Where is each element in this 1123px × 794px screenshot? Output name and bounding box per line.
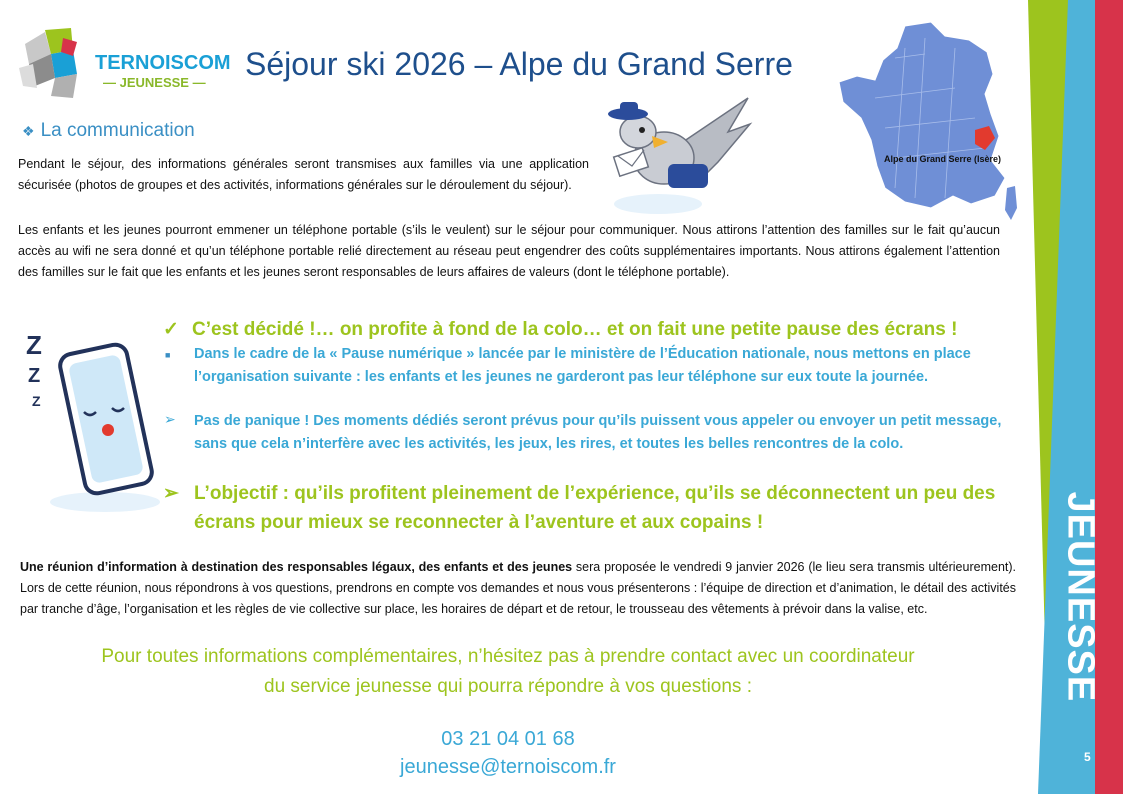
messenger-bird-illustration — [598, 92, 758, 220]
svg-text:Z: Z — [32, 393, 41, 409]
ternoiscom-logo — [15, 24, 235, 106]
meeting-paragraph — [20, 557, 1016, 620]
meeting-details: sera proposée le vendredi 9 janvier 2026 (le lieu sera transmis ultérieurement). Lors de cette réunion, nous répondrons à vos questions, prendrons en compte vos demandes et nous vous présenterons : l’équipe de direction et d’animation, le détail des activités par tranche d’âge, l’organisation et les règles de vie collective sur place, les horaires de départ et de retour, le trousseau des vêtements à prévoir dans la valise, etc. — [20, 560, 1017, 616]
map-caption: Alpe du Grand Serre (Isère) — [884, 154, 1002, 164]
page-number: 5 — [1084, 750, 1091, 764]
side-label: JEUNESSE — [1059, 491, 1102, 703]
meeting-intro-bold: Une réunion d’information à destination des responsables légaux, des enfants et des jeunes — [20, 560, 573, 574]
paragraph-app: Pendant le séjour, des informations générales seront transmises aux familles via une application sécurisée (photos de groupes et des activités, informations générales sur le déroulement du séjour). — [18, 157, 589, 192]
logo-mark-icon — [15, 24, 95, 106]
france-map-icon — [835, 18, 1025, 228]
side-label-wrap — [1050, 491, 1110, 703]
page-title: Séjour ski 2026 – Alpe du Grand Serre — [245, 46, 793, 82]
section-heading — [22, 120, 195, 142]
pause-item-2: Pas de panique ! Des moments dédiés seront prévus pour qu’ils puissent vous appeler ou envoyer un petit message, sans que cela n’interfère avec les activités, les jeux, les rires, et toutes les belles rencontres de la colo. — [194, 413, 1002, 452]
section-heading-text: La communication — [40, 120, 195, 141]
contact-line-2: du service jeunesse qui pourra répondre à vos questions : — [264, 676, 752, 697]
france-map — [835, 18, 1025, 228]
logo-sub-text: — JEUNESSE — — [103, 75, 206, 90]
arrow-bullet-icon: ➢ — [163, 483, 179, 504]
sleeping-phone-illustration — [20, 320, 160, 520]
arrow-bullet-icon: ➢ — [164, 411, 176, 427]
sleeping-phone-icon — [20, 320, 160, 520]
svg-text:Z: Z — [26, 330, 42, 360]
diamond-bullet-icon: ❖ — [22, 123, 35, 139]
svg-text:Z: Z — [28, 365, 41, 387]
pause-objective: L’objectif : qu’ils profitent pleinement de l’expérience, qu’ils se déconnectent un peu des écrans pour mieux se reconnecter à l’aventure et aux copains ! — [194, 483, 996, 533]
pause-item-1: Dans le cadre de la « Pause numérique » lancée par le ministère de l’Éducation nationale, nous mettons en place l’organisation suivante : les enfants et les jeunes ne garderont pas leur téléphone sur eux toute la journée. — [194, 346, 971, 385]
checkmark-icon: ✓ — [163, 319, 179, 340]
square-bullet-icon: ■ — [165, 350, 171, 360]
contact-email-link[interactable]: jeunesse@ternoiscom.fr — [400, 756, 616, 778]
messenger-bird-icon — [598, 92, 758, 220]
paragraph-phone: Les enfants et les jeunes pourront emmener un téléphone portable (s’ils le veulent) sur le séjour pour communiquer. Nous attirons l’attention des familles sur le fait qu’aucun accès au wifi ne sera donné et qu’un téléphone portable relié directement au réseau peut engendrer des coûts supplémentaires importants. Nous attirons également l’attention des familles sur le fait que les enfants et les jeunes seront responsables de leurs affaires de valeurs (dont le téléphone portable). — [18, 223, 1000, 279]
contact-line-1: Pour toutes informations complémentaires, n’hésitez pas à prendre contact avec un coordinateur — [101, 646, 915, 667]
pause-headline: C’est décidé !… on profite à fond de la colo… et on fait une petite pause des écrans ! — [192, 319, 958, 340]
logo-brand-text: TERNOISCOM — [95, 52, 231, 74]
contact-phone[interactable]: 03 21 04 01 68 — [441, 728, 575, 750]
